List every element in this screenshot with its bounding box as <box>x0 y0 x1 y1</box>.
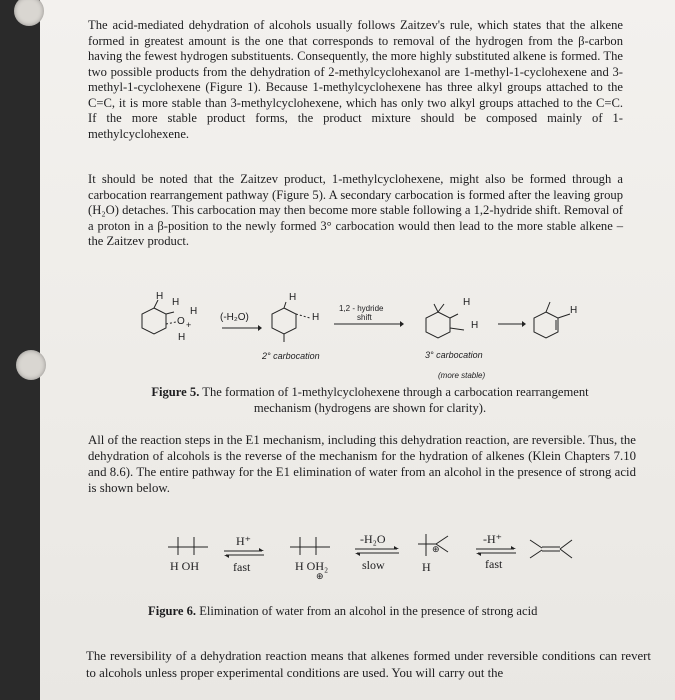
atom-label: H <box>570 305 578 316</box>
charge-label: + <box>186 320 192 330</box>
atom-label: H <box>178 332 186 343</box>
hydride-shift-label: 1,2 - hydride <box>339 304 384 313</box>
atom-label: H <box>190 306 198 317</box>
figure-6-caption <box>148 603 648 619</box>
figure-5-caption <box>110 384 630 416</box>
figure-5-caption-line2: mechanism (hydrogens are shown for clarity). <box>253 401 487 415</box>
molecule-methylcyclohexene <box>532 300 592 350</box>
secondary-carbocation-label: 2° carbocation <box>262 351 320 361</box>
paragraph-zaitzev-rule: The acid-mediated dehydration of alcohols usually follows Zaitzev's rule, which states that the alkene formed in greatest amount is the one that corresponds to removal of the hydrogen from the β-carbon having the fewest hydrogen substituents. Consequently, the more highly substituted alkene is formed. The two possible products from the dehydration of 2-methylcyclohexanol are 1-methyl-1-cyclohexene and 3-methyl-1-cyclohexene (Figure 1). Because 1-methylcyclohexene has three alkyl groups attached to the C=C, it is more stable than 3-methylcyclohexene, which has only two alkyl groups attached to the C=C. If the more stable product forms, the product mixture should be composed mainly of 1-methylcyclohexene. <box>88 18 623 141</box>
atom-label: H <box>312 312 320 323</box>
reaction-arrow <box>498 320 526 328</box>
reaction-arrow <box>222 324 262 332</box>
paragraph-e1-reversible: All of the reaction steps in the E1 mechanism, including this dehydration reaction, are reversible. Thus, the dehydration of alcohols is the reverse of the mechanism for the hydration of alkenes (Klein Chapters 7.10 and 8.6). The entire pathway for the E1 elimination of water from an alcohol in the presence of strong acid is shown below. <box>88 433 636 495</box>
molecule-alcohol <box>168 535 208 555</box>
carbocation-charge: ⊕ <box>432 544 440 554</box>
atom-label: H <box>172 297 180 308</box>
step2-reagent: -H₂O <box>360 532 386 546</box>
figure-6-label: Figure 6. <box>148 604 197 618</box>
figure-5-caption-line1: The formation of 1-methylcyclohexene through a carbocation rearrangement <box>202 385 589 399</box>
equilibrium-arrow-1 <box>224 548 264 558</box>
molecule-secondary-carbocation <box>270 300 320 350</box>
step3-reagent: -H⁺ <box>483 532 502 546</box>
paragraph-carbocation-rearrangement: It should be noted that the Zaitzev product, 1-methylcyclohexene, might also be formed through a carbocation rearrangement pathway (Figure 5). A secondary carbocation is formed after the leaving group (H₂O) detaches. This carbocation may then become more stable following a 1,2-hydride shift. Removal of a proton in a β-position to the newly formed 3° carbocation would then lead to the more stable alkene – the Zaitzev product. <box>88 172 623 248</box>
equilibrium-arrow-2 <box>355 546 399 556</box>
figure-6-caption-text: Elimination of water from an alcohol in the presence of strong acid <box>199 604 538 618</box>
atom-label: O <box>177 316 185 327</box>
step2-speed: slow <box>362 558 385 572</box>
paragraph-reversibility: The reversibility of a dehydration reaction means that alkenes formed under reversible conditions can revert to alcohols unless proper experimental conditions are used. You will carry out the <box>86 649 651 680</box>
binder-hole-top <box>14 0 44 26</box>
hydride-shift-label-2: shift <box>357 313 372 322</box>
alcohol-substituents: H OH <box>170 559 199 573</box>
binder-hole-middle <box>16 350 46 380</box>
reaction-arrow <box>334 320 404 328</box>
molecule-protonated-alcohol-2 <box>290 535 330 555</box>
figure-5-label: Figure 5. <box>151 385 200 399</box>
atom-label: H <box>289 292 297 303</box>
equilibrium-arrow-3 <box>476 546 516 556</box>
tertiary-note-label: (more stable) <box>438 371 486 380</box>
step1-reagent: H⁺ <box>236 534 251 548</box>
protonated-alcohol-substituents: H OH₂ <box>295 559 329 573</box>
atom-label: H <box>156 291 164 302</box>
molecule-alkene <box>530 538 578 562</box>
oxonium-charge: ⊕ <box>316 571 324 581</box>
step3-speed: fast <box>485 557 503 571</box>
atom-label: H <box>471 320 479 331</box>
carbocation-substituent: H <box>422 560 431 574</box>
tertiary-carbocation-label: 3° carbocation <box>425 350 483 360</box>
step1-speed: fast <box>233 560 251 574</box>
atom-label: H <box>463 297 471 308</box>
minus-water-label: (-H₂O) <box>220 312 249 323</box>
